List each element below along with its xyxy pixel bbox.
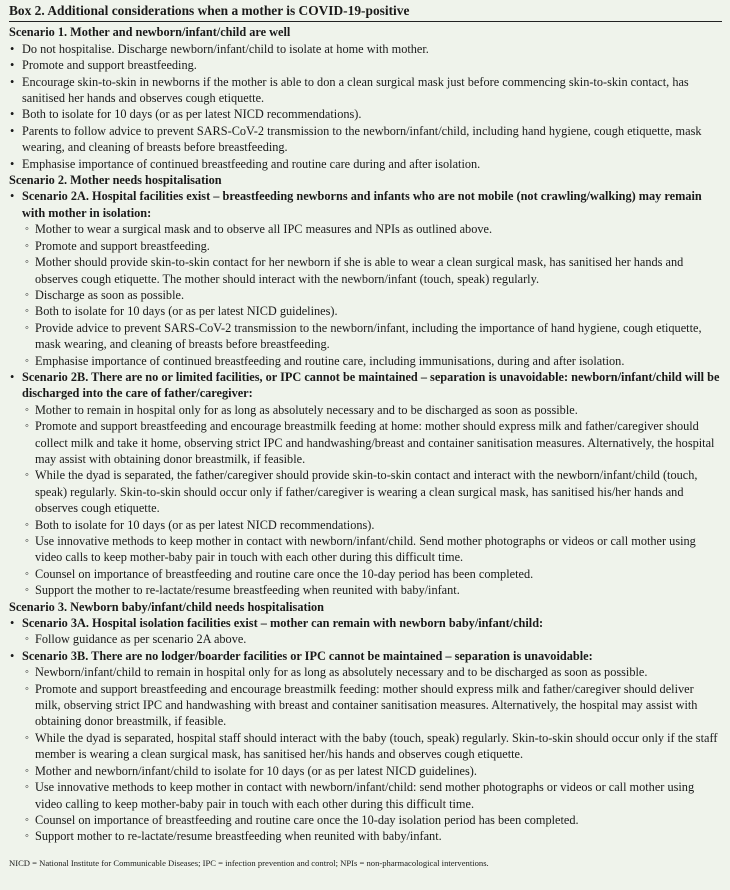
list-item: ◦ While the dyad is separated, the father/caregiver should provide skin-to-skin contact and interact with the newborn/infant/child (touch, speak) regularly. Skin-to-skin should occur only if father/caregiver is wearing a clean surgical mask, has sanitised his/her hands and observes cough etiquette. <box>22 467 722 516</box>
list-item: ◦ Promote and support breastfeeding and encourage breastmilk feeding at home: mother should express milk and father/caregiver should collect milk and take it home, observing strict IPC and handwashing/breast and container sanitisation measures. Alternatively, the hospital may assist with obtaining donor breastmilk, if feasible. <box>22 418 722 467</box>
box-title: Box 2. Additional considerations when a mother is COVID-19-positive <box>9 3 722 22</box>
list-item: ◦ Use innovative methods to keep mother in contact with newborn/infant/child: send mother photographs or videos or call mother using video calling to keep mother-baby pair in touch with each other during this difficult time. <box>22 779 722 812</box>
scenario-3a-heading: • Scenario 3A. Hospital isolation facilities exist – mother can remain with newborn baby/infant/child: <box>22 616 544 631</box>
list-item: ◦ Support the mother to re-lactate/resume breastfeeding when reunited with baby/infant. <box>22 582 722 598</box>
list-item: ◦ Emphasise importance of continued breastfeeding and routine care, including immunisations, during and after isolation. <box>22 353 722 369</box>
list-item: ◦ While the dyad is separated, hospital staff should interact with the baby (touch, speak) regularly. Skin-to-skin should occur only if the staff member is wearing a clean surgical mask, has sanitised her/his hands and observes cough etiquette. <box>22 730 722 763</box>
scenario-1-list <box>9 41 722 172</box>
list-item: ◦ Support mother to re-lactate/resume breastfeeding when reunited with baby/infant. <box>22 828 722 844</box>
scenario-2a <box>9 188 722 368</box>
list-item: ◦ Both to isolate for 10 days (or as per latest NICD guidelines). <box>22 303 722 319</box>
scenario-1-heading: Scenario 1. Mother and newborn/infant/child are well <box>9 25 291 40</box>
scenario-2-list <box>9 188 722 598</box>
bullet-list <box>22 221 722 369</box>
list-item: • Encourage skin-to-skin in newborns if the mother is able to don a clean surgical mask just before commencing skin-to-skin contact, has sanitised her hands and observes cough etiquette. <box>9 74 722 107</box>
list-item: • Parents to follow advice to prevent SARS-CoV-2 transmission to the newborn/infant/child, including hand hygiene, cough etiquette, mask wearing, and cleaning of breasts before breastfeeding. <box>9 123 722 156</box>
list-item: ◦ Mother and newborn/infant/child to isolate for 10 days (or as per latest NICD guidelines). <box>22 763 722 779</box>
scenario-2-heading: Scenario 2. Mother needs hospitalisation <box>9 173 222 188</box>
scenario-2b-heading: • Scenario 2B. There are no or limited facilities, or IPC cannot be maintained – separation is unavoidable: newborn/infant/child will be discharged into the care of father/caregiver: <box>22 369 720 401</box>
footnote: NICD = National Institute for Communicable Diseases; IPC = infection prevention and control; NPIs = non-pharmacological interventions. <box>9 857 489 868</box>
scenario-3b-heading: • Scenario 3B. There are no lodger/boarder facilities or IPC cannot be maintained – separation is unavoidable: <box>22 648 593 663</box>
list-item: • Promote and support breastfeeding. <box>9 57 722 73</box>
bullet-list <box>22 664 722 844</box>
scenario-3-list <box>9 615 722 845</box>
scenario-3b <box>9 648 722 845</box>
list-item: • Both to isolate for 10 days (or as per latest NICD recommendations). <box>9 106 722 122</box>
list-item: ◦ Mother should provide skin-to-skin contact for her newborn if she is able to wear a clean surgical mask, has sanitised her hands and observes cough etiquette. The mother should interact with the newborn/infant (touch, speak) regularly. <box>22 254 722 287</box>
list-item: ◦ Promote and support breastfeeding and encourage breastmilk feeding: mother should express milk and father/caregiver should deliver milk, observing strict IPC and handwashing with breast and container sanitisation measures. Alternatively, the hospital may assist with obtaining donor breastmilk, if feasible. <box>22 681 722 730</box>
list-item: ◦ Counsel on importance of breastfeeding and routine care once the 10-day isolation period has been completed. <box>22 812 722 828</box>
list-item: ◦ Mother to remain in hospital only for as long as absolutely necessary and to be discharged as soon as possible. <box>22 402 722 418</box>
list-item: ◦ Both to isolate for 10 days (or as per latest NICD recommendations). <box>22 517 722 533</box>
bullet-list <box>22 402 722 599</box>
list-item: • Emphasise importance of continued breastfeeding and routine care during and after isolation. <box>9 156 722 172</box>
list-item: ◦ Newborn/infant/child to remain in hospital only for as long as absolutely necessary and to be discharged as soon as possible. <box>22 664 722 680</box>
list-item: ◦ Follow guidance as per scenario 2A above. <box>22 631 722 647</box>
list-item: ◦ Promote and support breastfeeding. <box>22 238 722 254</box>
list-item: ◦ Provide advice to prevent SARS-CoV-2 transmission to the newborn/infant, including the importance of hand hygiene, cough etiquette, mask wearing, and cleaning of breasts before breastfeeding. <box>22 320 722 353</box>
list-item: ◦ Use innovative methods to keep mother in contact with newborn/infant/child. Send mother photographs or videos or call mother using video calls to keep mother-baby pair in touch with each other during this difficult time. <box>22 533 722 566</box>
list-item: ◦ Counsel on importance of breastfeeding and routine care once the 10-day period has been completed. <box>22 566 722 582</box>
scenario-2a-heading: • Scenario 2A. Hospital facilities exist – breastfeeding newborns and infants who are not mobile (not crawling/walking) may remain with mother in isolation: <box>22 189 702 220</box>
scenario-2b <box>9 369 722 599</box>
bullet-list <box>22 631 722 647</box>
list-item: • Do not hospitalise. Discharge newborn/infant/child to isolate at home with mother. <box>9 41 722 57</box>
list-item: ◦ Discharge as soon as possible. <box>22 287 722 303</box>
scenario-3-heading: Scenario 3. Newborn baby/infant/child needs hospitalisation <box>9 599 324 614</box>
list-item: ◦ Mother to wear a surgical mask and to observe all IPC measures and NPIs as outlined above. <box>22 221 722 237</box>
scenario-3a <box>9 615 722 648</box>
